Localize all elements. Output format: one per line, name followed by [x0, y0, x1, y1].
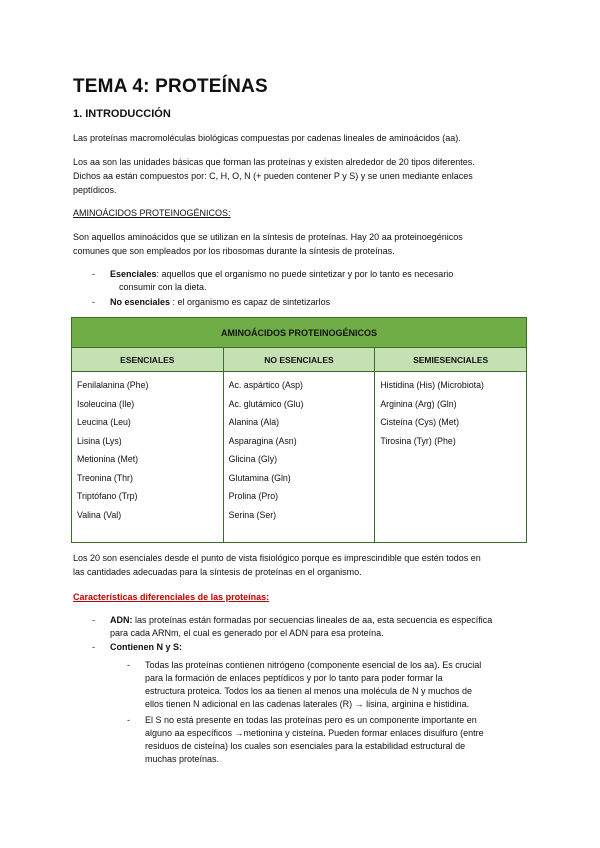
bullet-no-esenciales: - No esenciales : el organismo es capaz de sintetizarlos	[92, 297, 331, 307]
table-header: AMINOÁCIDOS PROTEINOGÉNICOS	[72, 318, 527, 348]
section-heading: 1. INTRODUCCIÓN	[73, 108, 171, 120]
list-item: Treonina (Thr)	[77, 472, 133, 483]
intro-paragraph: Las proteínas macromoléculas biológicas compuestas por cadenas lineales de aminoácidos (aa).	[73, 133, 461, 143]
list-item: Isoleucina (Ile)	[77, 398, 135, 409]
red-heading: Características diferenciales de las proteínas:	[73, 592, 270, 602]
column-header: NO ESENCIALES	[223, 348, 375, 372]
aa-paragraph: Los aa son las unidades básicas que forman las proteínas y existen alrededor de 20 tipos diferentes. Dichos aa están compuestos por: C, H, O, N (+ pueden contener P y S) y se unen mediante enlaces peptídicos.	[73, 157, 475, 195]
sub-bullet-sulfur: - El S no está presente en todas las proteínas pero es un componente importante en alguno aa específicos →metionina y cisteína. Pueden formar enlaces disulfuro (entre residuos de cisteína) los cuales son esenciales para la estabilidad estructural de muchas proteínas.	[127, 715, 484, 764]
list-item: Ac. aspártico (Asp)	[228, 380, 303, 390]
list-item: Valina (Val)	[77, 509, 122, 520]
column-header: ESENCIALES	[72, 348, 224, 372]
list-item: Serina (Ser)	[228, 509, 277, 520]
bullet-esenciales: - Esenciales: aquellos que el organismo no puede sintetizar y por lo tanto es necesario consumir con la dieta.	[92, 269, 454, 292]
semiesenciales-cell	[375, 372, 527, 543]
page-title: TEMA 4: PROTEÍNAS	[73, 76, 268, 97]
list-item: Lisina (Lys)	[77, 435, 122, 446]
column-header: SEMIESENCIALES	[375, 348, 527, 372]
list-item: Arginina (Arg) (Gln)	[380, 398, 457, 409]
list-item: Metionina (Met)	[77, 454, 139, 464]
amino-acids-table	[71, 317, 527, 543]
bullet-adn: - ADN: las proteínas están formadas por secuencias lineales de aa, esta secuencia es específica para cada ARNm, el cual es generado por el ADN para esa proteína.	[92, 615, 493, 638]
list-item: Fenilalanina (Phe)	[77, 380, 149, 390]
physiological-paragraph: Los 20 son esenciales desde el punto de vista fisiológico porque es imprescindible que estén todos en las cantidades adecuadas para la síntesis de proteínas en el organismo.	[73, 553, 481, 577]
sub-bullet-nitrogen: - Todas las proteínas contienen nitrógeno (componente esencial de los aa). Es crucial para la formación de enlaces peptídicos y por lo tanto para poder formar la estructura proteica. Todos los aa tienen al menos una molécula de N y muchos de ellos tienen N adicional en las cadenas laterales (R) → lisina, arginina e histidina.	[127, 660, 482, 709]
proteinogenic-paragraph: Son aquellos aminoácidos que se utilizan en la síntesis de proteínas. Hay 20 aa proteinoegénicos comunes que son empleados por los ribosomas durante la síntesis de proteínas.	[73, 232, 463, 256]
esenciales-cell	[72, 372, 224, 543]
list-item: Triptófano (Trp)	[77, 491, 138, 501]
list-item: Tirosina (Tyr) (Phe)	[380, 435, 456, 446]
no-esenciales-cell	[223, 372, 375, 543]
list-item: Asparagina (Asn)	[228, 435, 297, 446]
list-item: Histidina (His) (Microbiota)	[380, 380, 484, 390]
list-item: Glutamina (Gln)	[228, 472, 291, 483]
list-item: Cisteína (Cys) (Met)	[380, 417, 460, 427]
bullet-n-s: - Contienen N y S:	[92, 642, 183, 652]
list-item: Ac. glutámico (Glu)	[228, 398, 304, 409]
subheading: AMINOÁCIDOS PROTEINOGÉNICOS:	[73, 208, 231, 218]
list-item: Prolina (Pro)	[228, 491, 279, 501]
list-item: Alanina (Ala)	[228, 417, 280, 427]
list-item: Glicina (Gly)	[228, 454, 278, 464]
list-item: Leucina (Leu)	[77, 417, 131, 427]
